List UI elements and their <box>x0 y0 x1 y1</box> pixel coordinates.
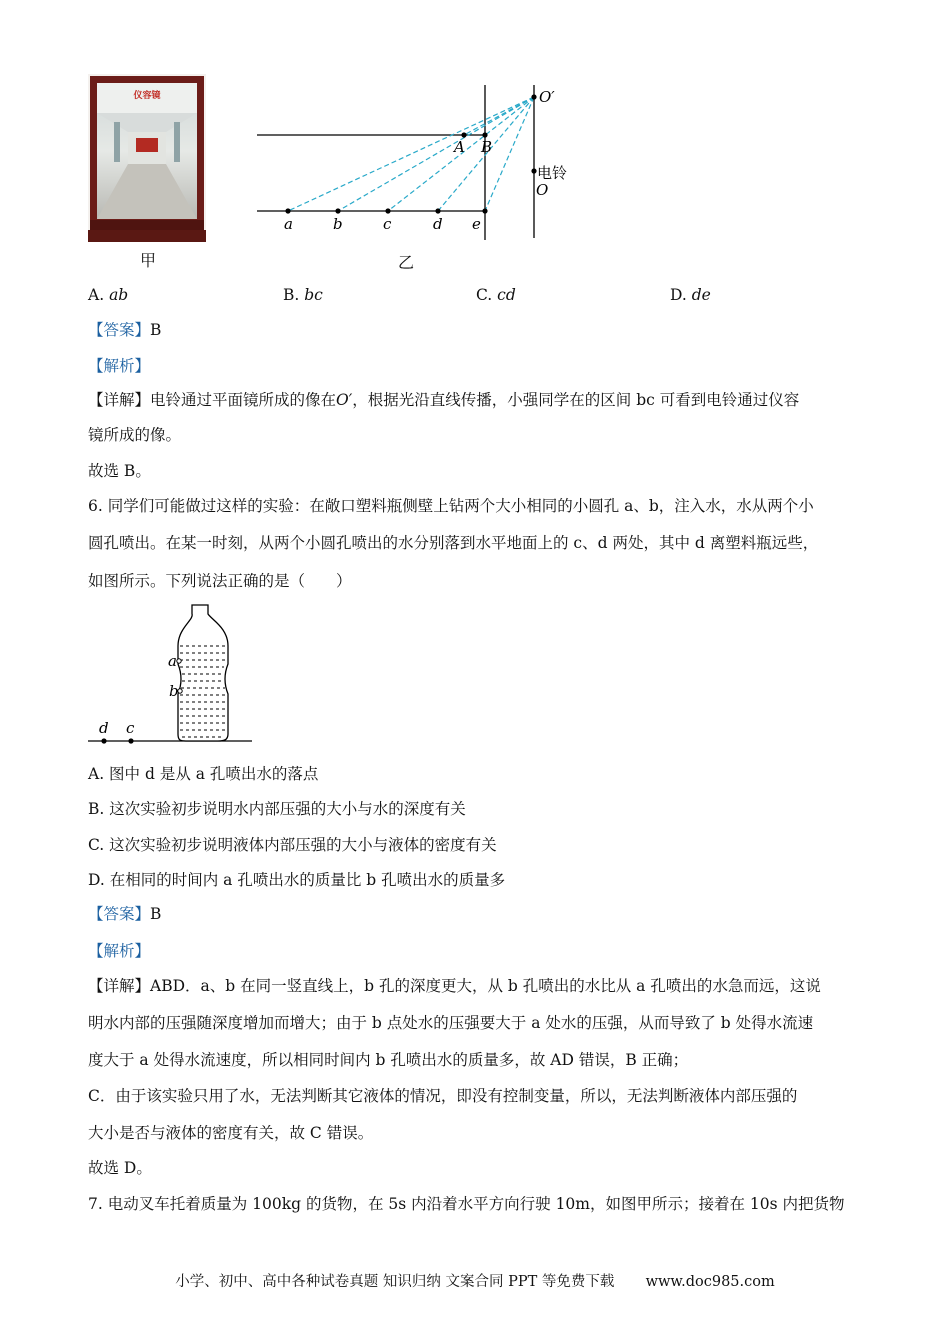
footer-text: 小学、初中、高中各种试卷真题 知识归纳 文案合同 PPT 等免费下载 <box>175 1274 615 1290</box>
q5-detail-line-1: 【详解】电铃通过平面镜所成的像在O′，根据光沿直线传播，小强同学在的区间 bc 可看到电铃通过仪容 <box>88 391 800 409</box>
mirror-illustration <box>88 74 206 242</box>
label-a: a <box>284 215 293 233</box>
q6-stem-line-1: 6. 同学们可能做过这样的实验：在敞口塑料瓶侧壁上钻两个大小相同的小圆孔 a、b，注入水，水从两个小 <box>88 497 814 515</box>
label-B: B <box>481 138 493 156</box>
q6-option-b: B. 这次实验初步说明水内部压强的大小与水的深度有关 <box>88 800 466 818</box>
q6-detail-line-3: 度大于 a 处得水流速度，所以相同时间内 b 孔喷出水的质量多，故 AD 错误，B 正确； <box>88 1051 689 1069</box>
label-b: b <box>169 682 179 700</box>
q5-option-b: B. bc <box>283 286 323 304</box>
q5-answer: 【答案】B <box>88 321 162 339</box>
q5-option-a: A. ab <box>88 286 129 304</box>
hole-a <box>177 659 181 663</box>
q5-analysis-tag: 【解析】 <box>88 357 151 375</box>
figure-yi-caption: 乙 <box>398 253 415 272</box>
q6-detail-line-2: 明水内部的压强随深度增加而增大；由于 b 点处水的压强要大于 a 处水的压强，从而导致了 b 处得水流速 <box>88 1014 814 1032</box>
label-A: A <box>454 138 465 156</box>
q6-detail-line-1: 【详解】ABD．a、b 在同一竖直线上，b 孔的深度更大，从 b 孔喷出的水比从 a 孔喷出的水急而远，这说 <box>88 977 821 995</box>
point-e <box>482 208 487 213</box>
point-d <box>101 738 106 743</box>
q6-stem-line-3: 如图所示。下列说法正确的是（ ） <box>88 572 352 590</box>
label-O: O <box>536 181 549 199</box>
q5-option-d: D. de <box>670 286 711 304</box>
page-footer <box>0 1270 950 1291</box>
label-b: b <box>333 215 343 233</box>
q6-option-c: C. 这次实验初步说明液体内部压强的大小与液体的密度有关 <box>88 836 497 854</box>
q6-answer: 【答案】B <box>88 905 162 923</box>
label-d: d <box>433 215 443 233</box>
q6-option-a: A. 图中 d 是从 a 孔喷出水的落点 <box>88 765 319 783</box>
figure-jia-caption: 甲 <box>140 251 157 270</box>
point-O <box>531 168 536 173</box>
q6-analysis-tag: 【解析】 <box>88 942 151 960</box>
label-e: e <box>472 215 481 233</box>
bottle-diagram <box>88 602 258 752</box>
point-O-prime <box>531 94 536 99</box>
q6-stem-line-2: 圆孔喷出。在某一时刻，从两个小圆孔喷出的水分别落到水平地面上的 c、d 两处，其中 d 离塑料瓶远些， <box>88 534 819 552</box>
q6-option-d: D. 在相同的时间内 a 孔喷出水的质量比 b 孔喷出水的质量多 <box>88 871 506 889</box>
footer-url[interactable]: www.doc985.com <box>645 1274 775 1290</box>
label-c: c <box>126 719 135 737</box>
label-O-prime: O′ <box>539 88 555 106</box>
label-d: d <box>99 719 109 737</box>
mirror-photo <box>88 74 206 242</box>
point-d <box>435 208 440 213</box>
ray-diagram <box>250 80 590 270</box>
label-a: a <box>168 652 177 670</box>
q6-conclusion: 故选 D。 <box>88 1159 152 1177</box>
point-A <box>461 132 466 137</box>
point-b <box>335 208 340 213</box>
q6-detail-line-5: 大小是否与液体的密度有关，故 C 错误。 <box>88 1124 374 1142</box>
bottle-outline <box>178 605 228 741</box>
point-c <box>128 738 133 743</box>
label-c: c <box>383 215 392 233</box>
light-rays <box>288 97 534 211</box>
mirror-sign: 仪容镜 <box>133 91 161 101</box>
q6-detail-line-4: C．由于该实验只用了水，无法判断其它液体的情况，即没有控制变量，所以，无法判断液体内部压强的 <box>88 1087 798 1105</box>
q5-conclusion: 故选 B。 <box>88 462 151 480</box>
point-B <box>482 132 487 137</box>
q7-stem-line-1: 7. 电动叉车托着质量为 100kg 的货物，在 5s 内沿着水平方向行驶 10m，如图甲所示；接着在 10s 内把货物 <box>88 1195 845 1213</box>
point-a <box>285 208 290 213</box>
q5-option-c: C. cd <box>476 286 516 304</box>
label-bell: 电铃 <box>537 164 568 182</box>
q5-detail-line-2: 镜所成的像。 <box>88 426 182 444</box>
point-c <box>385 208 390 213</box>
